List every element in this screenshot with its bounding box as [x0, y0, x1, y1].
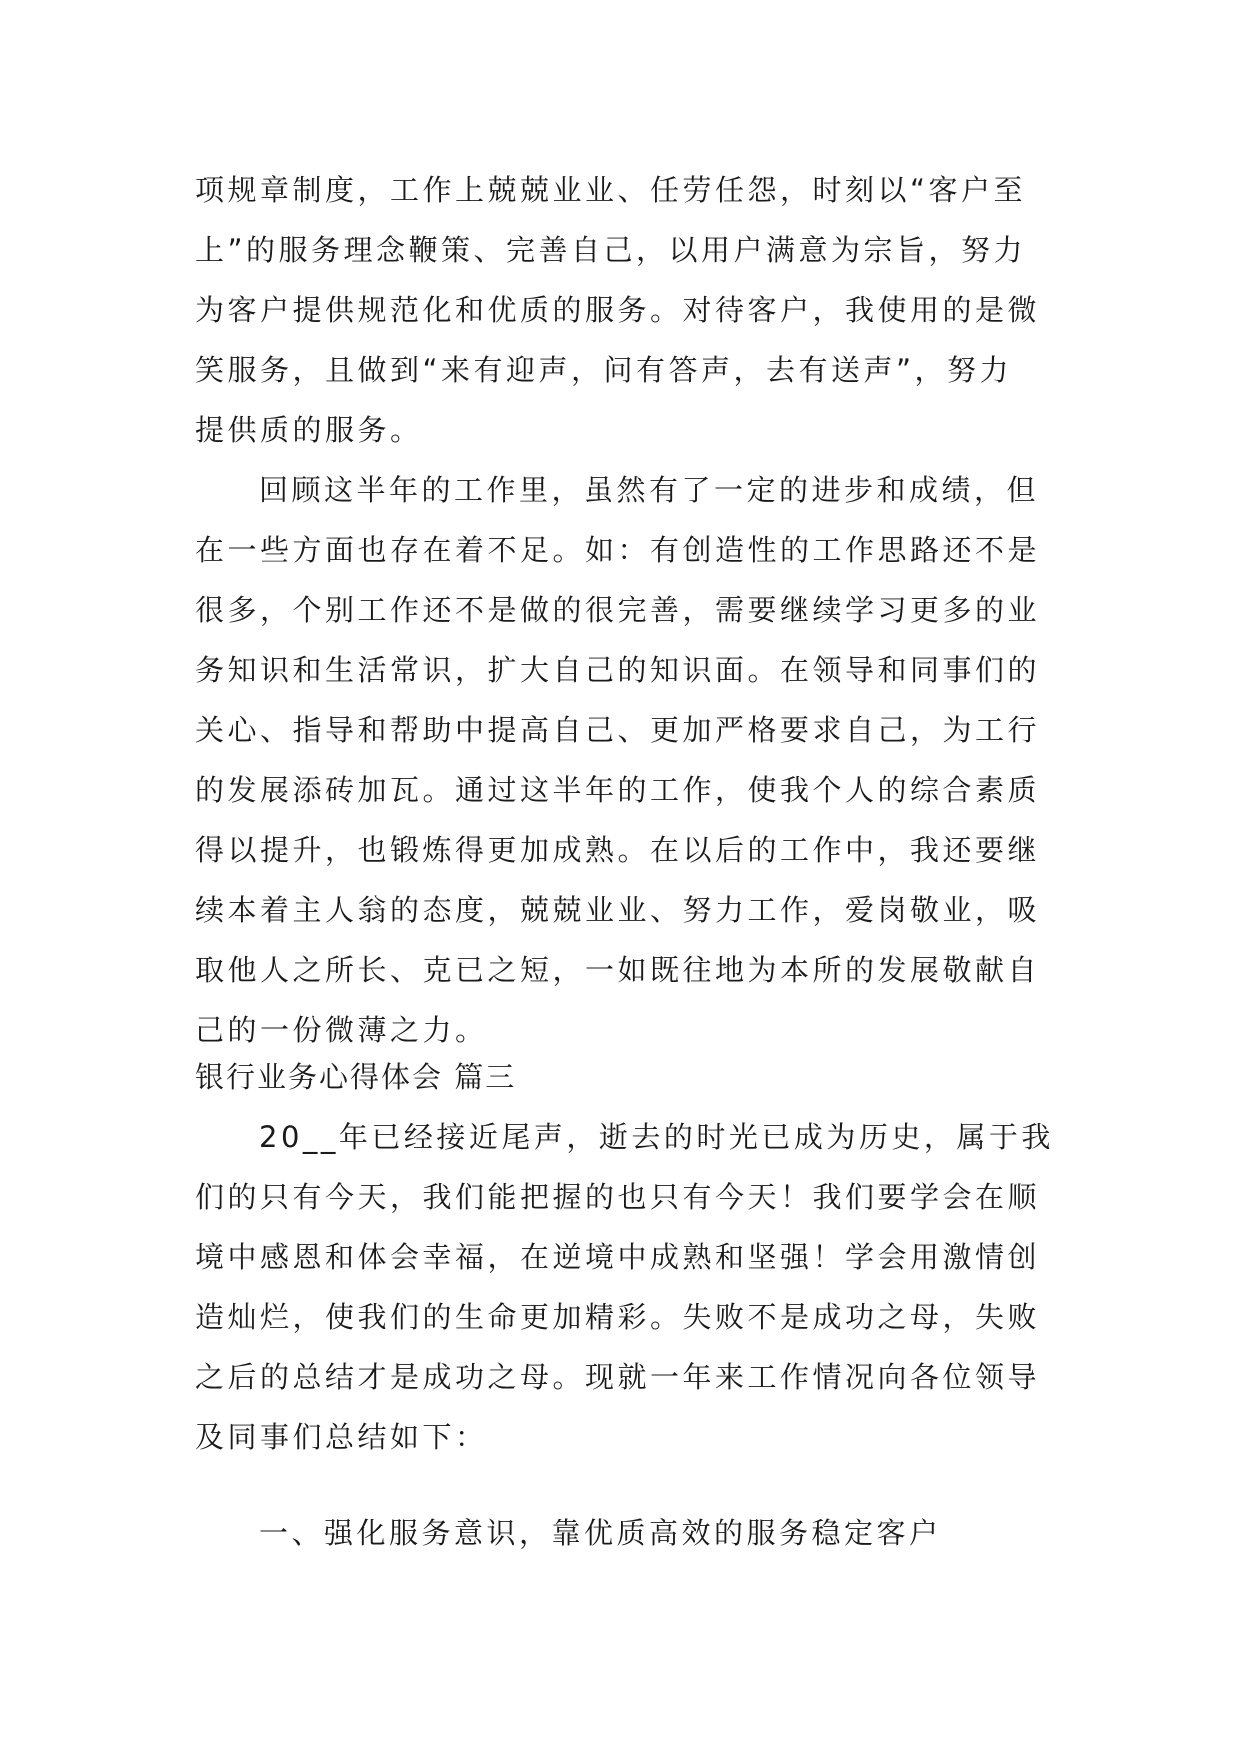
paragraph-line: 续本着主人翁的态度，兢兢业业、努力工作，爱岗敬业，吸 [195, 893, 1041, 927]
paragraph-4 [195, 1503, 1055, 1563]
paragraph-line: 取他人之所长、克已之短，一如既往地为本所的发展敬献自 [195, 953, 1041, 987]
paragraph-line: 项规章制度，工作上兢兢业业、任劳任怨，时刻以“客户至 [195, 173, 1027, 207]
paragraph-line: 在一些方面也存在着不足。如：有创造性的工作思路还不是 [195, 533, 1041, 567]
paragraph-line: 上”的服务理念鞭策、完善自己，以用户满意为宗旨，努力 [195, 233, 1027, 267]
paragraph-3 [195, 1107, 1055, 1467]
paragraph-line: 及同事们总结如下： [195, 1420, 488, 1454]
paragraph-line: 回顾这半年的工作里，虽然有了一定的进步和成绩，但 [259, 473, 1040, 507]
paragraph-2 [195, 460, 1055, 1060]
paragraph-line: 关心、指导和帮助中提高自己、更加严格要求自己，为工行 [195, 713, 1041, 747]
paragraph-line: 很多，个别工作还不是做的很完善，需要继续学习更多的业 [195, 593, 1041, 627]
paragraph-line: 己的一份微薄之力。 [195, 1013, 488, 1047]
paragraph-1 [195, 160, 1055, 460]
paragraph-line: 们的只有今天，我们能把握的也只有今天！我们要学会在顺 [195, 1180, 1041, 1214]
paragraph-line: 得以提升，也锻炼得更加成熟。在以后的工作中，我还要继 [195, 833, 1041, 867]
paragraph-line: 境中感恩和体会幸福，在逆境中成熟和坚强！学会用激情创 [195, 1240, 1041, 1274]
paragraph-line: 一、强化服务意识，靠优质高效的服务稳定客户 [259, 1516, 942, 1550]
paragraph-line: 务知识和生活常识，扩大自己的知识面。在领导和同事们的 [195, 653, 1041, 687]
paragraph-line: 为客户提供规范化和优质的服务。对待客户，我使用的是微 [195, 293, 1041, 327]
paragraph-line: 之后的总结才是成功之母。现就一年来工作情况向各位领导 [195, 1360, 1041, 1394]
paragraph-line: 造灿烂，使我们的生命更加精彩。失败不是成功之母，失败 [195, 1300, 1041, 1334]
paragraph-line: 提供质的服务。 [195, 413, 423, 447]
section-heading: 银行业务心得体会 篇三 [195, 1060, 517, 1094]
paragraph-line: 20__年已经接近尾声，逝去的时光已成为历史，属于我 [259, 1120, 1054, 1154]
paragraph-line: 笑服务，且做到“来有迎声，问有答声，去有送声”，努力 [195, 353, 1013, 387]
paragraph-line: 的发展添砖加瓦。通过这半年的工作，使我个人的综合素质 [195, 773, 1041, 807]
